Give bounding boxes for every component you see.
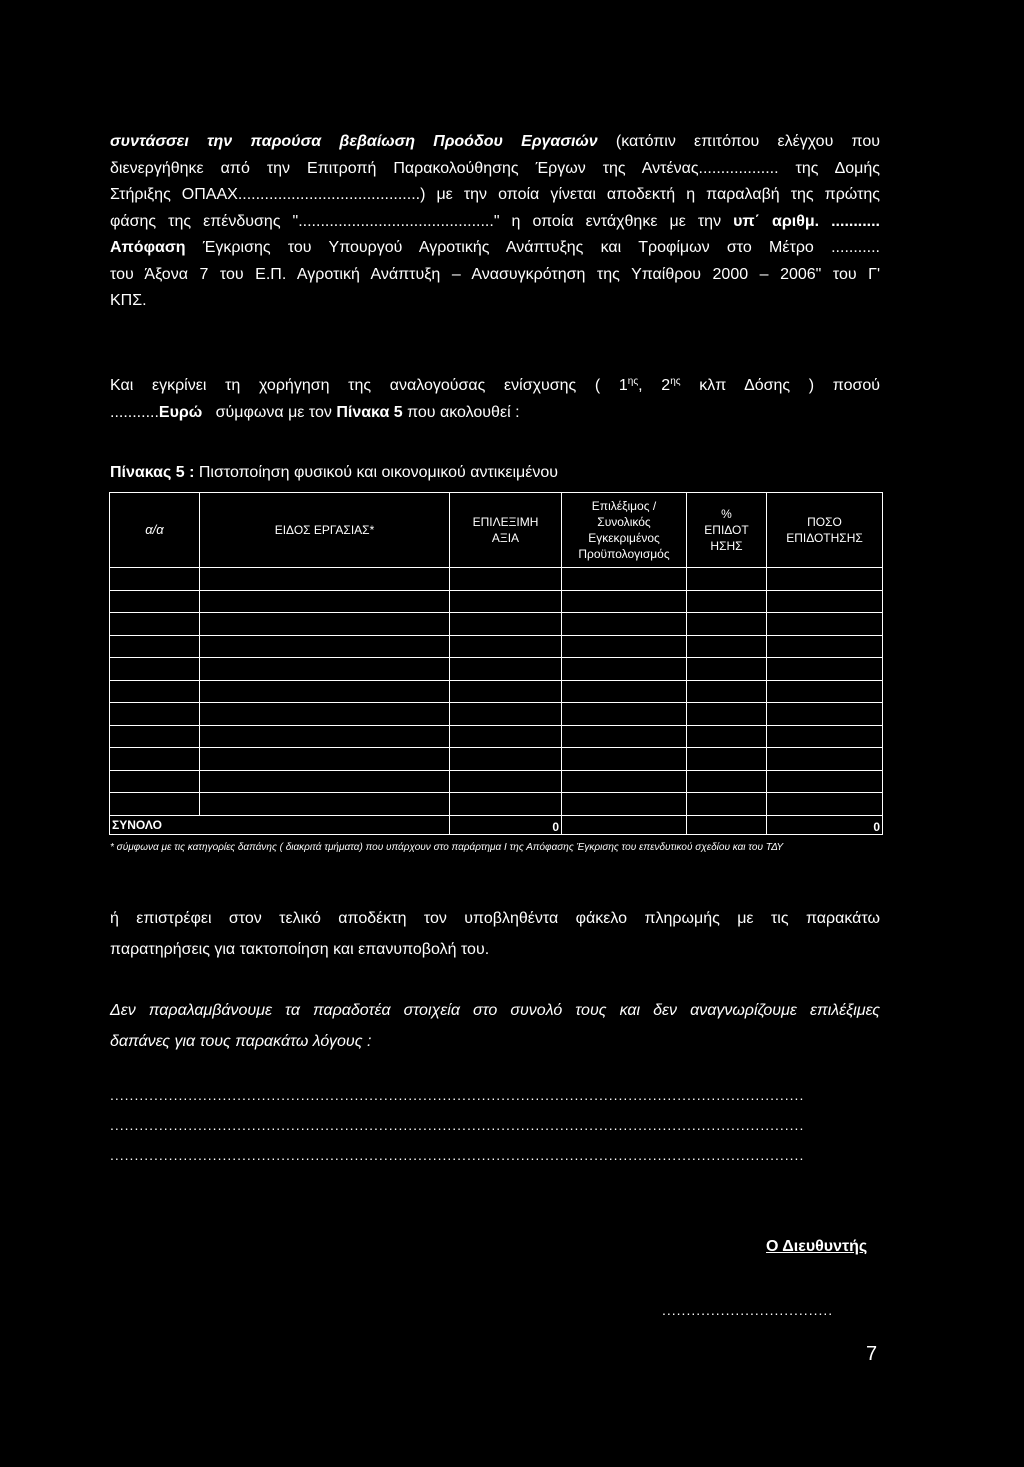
table-row (110, 590, 883, 613)
table-title: Πίνακας 5 : Πιστοποίηση φυσικού και οικονομικού αντικειμένου (110, 464, 559, 481)
rejection-line-1: Δεν παραλαμβάνουμε τα παραδοτέα στοιχεία στο συνολό τους και δεν αναγνωρίζουμε επιλέξιμες (110, 1002, 880, 1019)
table-row (110, 703, 883, 726)
signature-line: ................................... (662, 1302, 834, 1318)
header-eligible: ΕΠΙΛΕΞΙΜΗ ΑΞΙΑ (450, 493, 562, 568)
return-line-1: ή επιστρέφει στον τελικό αποδέκτη τον υποβληθέντα φάκελο πληρωμής με τις παρακάτω (110, 910, 880, 927)
intro-line-6: του Άξονα 7 του Ε.Π. Αγροτική Ανάπτυξη – Ανασυγκρότηση της Υπαίθρου 2000 – 2006" του Γ' (110, 265, 880, 283)
header-aa: α/α (110, 493, 200, 568)
dotted-line-1: .............................................................................................................................................. (110, 1087, 805, 1103)
approval-line-1: Και εγκρίνει τη χορήγηση της αναλογούσας ενίσχυσης ( $1^{\eta\varsigma}$, $2^{\eta\varsigma}$ κλπ Δόσης ) ποσού (110, 376, 881, 394)
certification-table (109, 492, 883, 835)
total-eligible: 0 (450, 815, 562, 834)
approval-paragraph (110, 373, 880, 426)
intro-line-7: ΚΠΣ. (110, 292, 147, 309)
intro-line-5: Απόφαση Έγκρισης του Υπουργού Αγροτικής Ανάπτυξης και Τροφίμων στο Μέτρο ........... (110, 239, 881, 256)
director-title: Ο Διευθυντής (766, 1238, 868, 1255)
dotted-line-2: .............................................................................................................................................. (110, 1117, 805, 1133)
dotted-line-3: .............................................................................................................................................. (110, 1147, 805, 1163)
table-row (110, 793, 883, 816)
return-line-2: παρατηρήσεις για τακτοποίηση και επανυποβολή του. (110, 941, 490, 958)
return-paragraph (110, 903, 880, 965)
table-row (110, 770, 883, 793)
table-row (110, 680, 883, 703)
rejection-paragraph (110, 995, 880, 1057)
table-row (110, 635, 883, 658)
rejection-line-2: δαπάνες για τους παρακάτω λόγους : (110, 1033, 372, 1050)
table-footnote: * σύμφωνα με τις κατηγορίες δαπάνης ( διακριτά τμήματα) που υπάρχουν στο παράρτημα I της Απόφασης Έγκρισης του επενδυτικού σχεδίου και του ΤΔΥ (110, 842, 784, 853)
header-amount: ΠΟΣΟ ΕΠΙΔΟΤΗΣΗΣ (767, 493, 883, 568)
table-row (110, 658, 883, 681)
header-percent: % ΕΠΙΔΟΤ ΗΣΗΣ (687, 493, 767, 568)
table-row (110, 613, 883, 636)
page-number: 7 (866, 1343, 878, 1365)
intro-line-4: φάσης της επένδυσης "............................................" η οποία εντάχθηκε με την υπ΄ αριθμ. ........... (110, 212, 881, 230)
table-row (110, 568, 883, 591)
intro-line-3: Στήριξης ΟΠΑΑΧ.........................................) με την οποία γίνεται αποδεκτή η παραλαβή της πρώτης (110, 186, 881, 203)
header-budget: Επιλέξιμος / Συνολικός Εγκεκριμένος Προϋπολογισμός (562, 493, 687, 568)
total-amount: 0 (767, 815, 883, 834)
table-total-row (110, 815, 883, 834)
table-row (110, 725, 883, 748)
approval-line-2: ...........Ευρώ σύμφωνα με τον Πίνακα 5 που ακολουθεί : (110, 403, 520, 421)
intro-paragraph (110, 129, 880, 315)
table-row (110, 748, 883, 771)
intro-line-2: διενεργήθηκε από την Επιτροπή Παρακολούθησης Έργων της Αντένας.................. της Δομής (110, 159, 880, 177)
table-header-row (110, 493, 883, 568)
total-label: ΣΥΝΟΛΟ (110, 815, 450, 834)
intro-line-1: συντάσσει την παρούσα βεβαίωση Προόδου Εργασιών (κατόπιν επιτόπου ελέγχου που (110, 133, 880, 150)
header-type: ΕΙΔΟΣ ΕΡΓΑΣΙΑΣ* (200, 493, 450, 568)
